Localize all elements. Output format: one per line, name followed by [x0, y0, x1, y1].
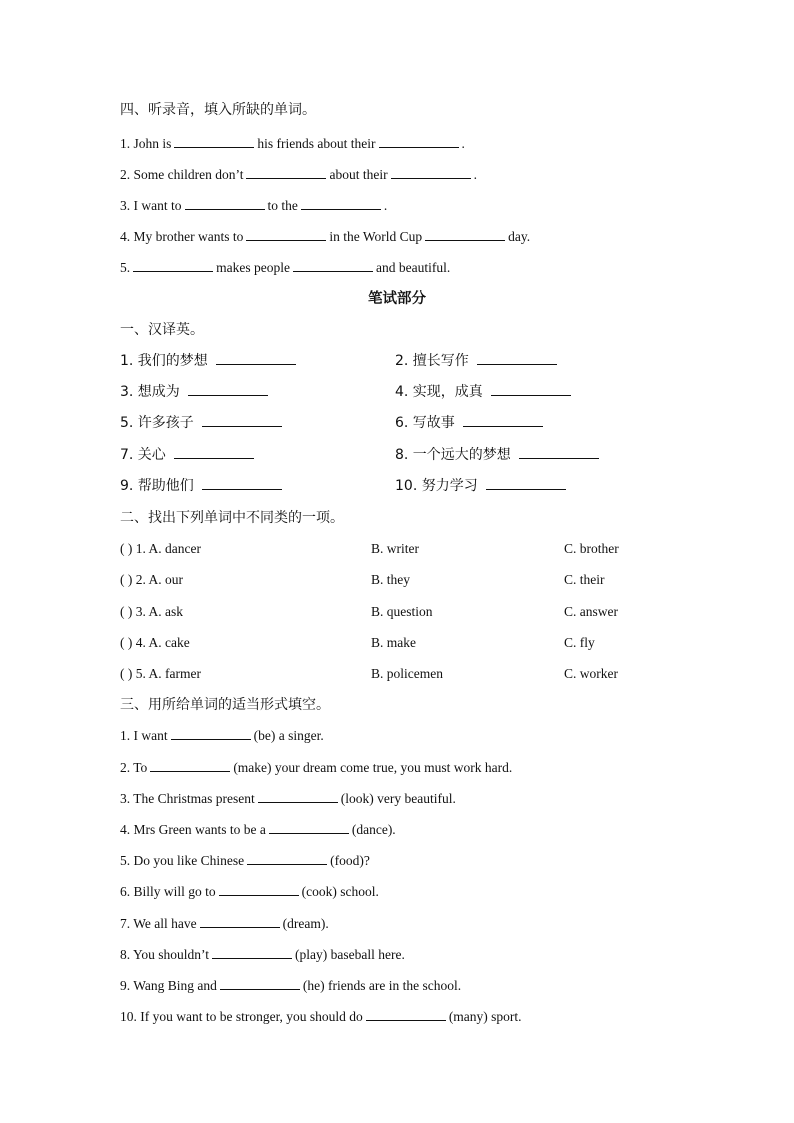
fill-item-7: 7. We all have (dream). [120, 916, 329, 931]
answer-blank[interactable] [212, 946, 292, 959]
answer-blank[interactable] [463, 414, 543, 427]
answer-blank[interactable] [258, 790, 338, 803]
answer-blank[interactable] [477, 352, 557, 365]
translate-item-10: 10. 努力学习 [395, 477, 569, 495]
translate-item-4: 4. 实现，成真 [395, 383, 574, 401]
mc-option-c: C. answer [564, 604, 618, 619]
answer-blank[interactable] [486, 477, 566, 490]
translate-item-3: 3. 想成为 [120, 383, 271, 401]
mc-option-b: B. writer [371, 541, 419, 556]
translate-item-2: 2. 擅长写作 [395, 352, 560, 370]
answer-blank[interactable] [174, 135, 254, 148]
mc-question-1[interactable]: ( ) 1. A. dancer [120, 541, 201, 556]
translate-item-1: 1. 我们的梦想 [120, 352, 299, 370]
answer-blank[interactable] [202, 414, 282, 427]
fill-item-4: 4. Mrs Green wants to be a (dance). [120, 822, 396, 837]
answer-blank[interactable] [200, 915, 280, 928]
translate-item-6: 6. 写故事 [395, 414, 546, 432]
mc-option-b: B. make [371, 635, 416, 650]
mc-option-c: C. brother [564, 541, 619, 556]
answer-blank[interactable] [171, 727, 251, 740]
answer-blank[interactable] [519, 446, 599, 459]
translate-item-7: 7. 关心 [120, 446, 257, 464]
answer-blank[interactable] [246, 166, 326, 179]
mc-option-c: C. worker [564, 666, 618, 681]
answer-blank[interactable] [425, 228, 505, 241]
answer-blank[interactable] [269, 821, 349, 834]
listening-item-5: 5. makes people and beautiful. [120, 260, 451, 275]
mc-question-3[interactable]: ( ) 3. A. ask [120, 604, 183, 619]
mc-option-b: B. question [371, 604, 433, 619]
fill-item-10: 10. If you want to be stronger, you should do (many) sport. [120, 1009, 522, 1024]
translate-item-9: 9. 帮助他们 [120, 477, 285, 495]
answer-blank[interactable] [174, 446, 254, 459]
listening-item-4: 4. My brother wants to in the World Cup day. [120, 229, 531, 244]
fill-item-6: 6. Billy will go to (cook) school. [120, 884, 379, 899]
answer-blank[interactable] [301, 197, 381, 210]
listening-item-3: 3. I want to to the . [120, 198, 388, 213]
mc-option-c: C. fly [564, 635, 595, 650]
answer-blank[interactable] [133, 259, 213, 272]
listening-item-2: 2. Some children don’t about their . [120, 167, 477, 182]
mc-option-b: B. they [371, 572, 410, 587]
fill-item-8: 8. You shouldn’t (play) baseball here. [120, 947, 405, 962]
mc-question-5[interactable]: ( ) 5. A. farmer [120, 666, 201, 681]
fill-item-2: 2. To (make) your dream come true, you must work hard. [120, 760, 513, 775]
answer-blank[interactable] [379, 135, 459, 148]
mc-option-b: B. policemen [371, 666, 443, 681]
translate-item-8: 8. 一个远大的梦想 [395, 446, 602, 464]
part2-heading: 二、找出下列单词中不同类的一项。 [120, 510, 344, 526]
answer-blank[interactable] [150, 759, 230, 772]
answer-blank[interactable] [293, 259, 373, 272]
translate-item-5: 5. 许多孩子 [120, 414, 285, 432]
section4-heading: 四、听录音，填入所缺的单词。 [120, 102, 316, 118]
mc-question-4[interactable]: ( ) 4. A. cake [120, 635, 190, 650]
answer-blank[interactable] [188, 383, 268, 396]
mc-question-2[interactable]: ( ) 2. A. our [120, 572, 183, 587]
listening-item-1: 1. John is his friends about their . [120, 136, 465, 151]
answer-blank[interactable] [247, 852, 327, 865]
fill-item-1: 1. I want (be) a singer. [120, 728, 324, 743]
part3-heading: 三、用所给单词的适当形式填空。 [120, 697, 330, 713]
answer-blank[interactable] [220, 977, 300, 990]
fill-item-3: 3. The Christmas present (look) very beautiful. [120, 791, 456, 806]
answer-blank[interactable] [391, 166, 471, 179]
answer-blank[interactable] [216, 352, 296, 365]
answer-blank[interactable] [491, 383, 571, 396]
answer-blank[interactable] [366, 1008, 446, 1021]
part1-heading: 一、汉译英。 [120, 322, 204, 338]
mc-option-c: C. their [564, 572, 605, 587]
answer-blank[interactable] [185, 197, 265, 210]
written-part-title: 笔试部分 [368, 291, 426, 307]
answer-blank[interactable] [219, 883, 299, 896]
fill-item-5: 5. Do you like Chinese (food)? [120, 853, 370, 868]
fill-item-9: 9. Wang Bing and (he) friends are in the school. [120, 978, 462, 993]
answer-blank[interactable] [246, 228, 326, 241]
answer-blank[interactable] [202, 477, 282, 490]
